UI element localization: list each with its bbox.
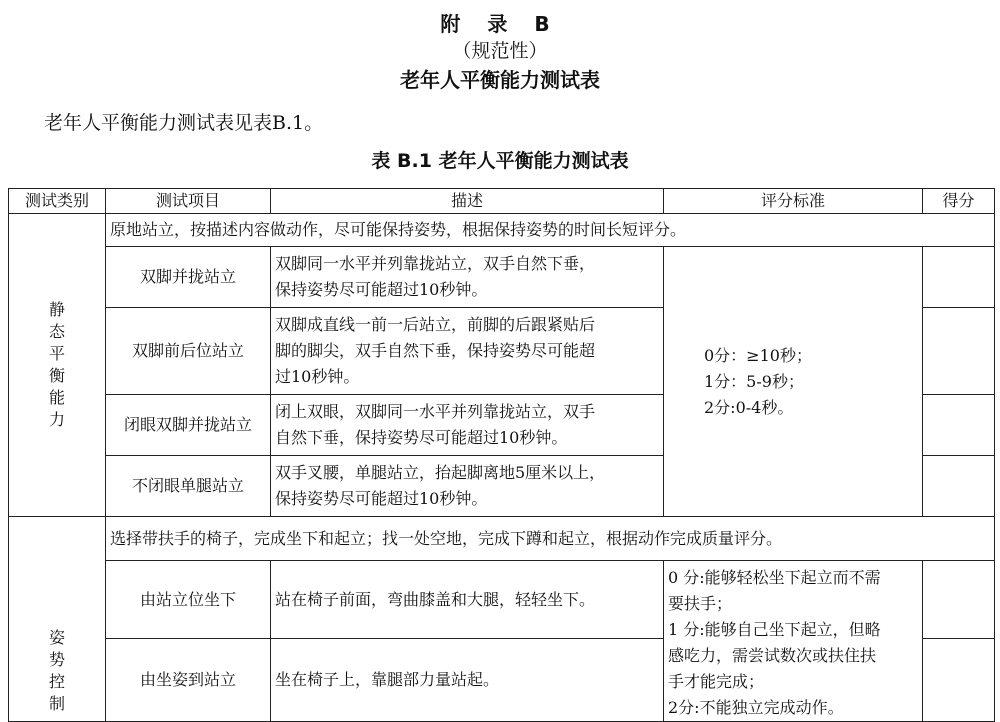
header-score: 得分 [923,189,995,214]
item-name: 双脚并拢站立 [106,247,271,308]
score-criteria: 0分：≥10秒； 1分：5-9秒； 2分:0-4秒。 [664,247,923,517]
intro-text: 老年人平衡能力测试表见表B.1。 [44,112,324,134]
score-cell[interactable] [923,456,995,517]
item-description: 坐在椅子上，靠腿部力量站起。 [271,639,664,722]
score-cell[interactable] [923,247,995,308]
table-row [9,247,995,308]
item-description: 闭上双眼，双脚同一水平并列靠拢站立，双手 自然下垂，保持姿势尽可能超过10秒钟。 [271,395,664,456]
header-criteria: 评分标准 [664,189,923,214]
table-row [9,561,995,639]
item-name: 由坐姿到站立 [106,639,271,722]
appendix-label: 附 录 B [440,12,560,36]
section-instruction: 原地站立，按描述内容做动作，尽可能保持姿势，根据保持姿势的时间长短评分。 [106,214,995,247]
item-description: 双手叉腰，单腿站立，抬起脚离地5厘米以上， 保持姿势尽可能超过10秒钟。 [271,456,664,517]
item-description: 双脚同一水平并列靠拢站立，双手自然下垂， 保持姿势尽可能超过10秒钟。 [271,247,664,308]
score-cell[interactable] [923,561,995,639]
item-description: 站在椅子前面，弯曲膝盖和大腿，轻轻坐下。 [271,561,664,639]
score-cell[interactable] [923,639,995,722]
item-name: 双脚前后位站立 [106,308,271,395]
header-item: 测试项目 [106,189,271,214]
item-name: 由站立位坐下 [106,561,271,639]
score-criteria: 0 分:能够轻松坐下起立而不需 要扶手； 1 分:能够自己坐下起立，但略 感吃力，需尝试数次或扶住扶 手才能完成； 2分:不能独立完成动作。 [664,561,923,722]
balance-test-table [8,188,995,722]
header-category: 测试类别 [9,189,106,214]
item-name: 闭眼双脚并拢站立 [106,395,271,456]
table-caption: 表 B.1 老年人平衡能力测试表 [371,150,629,172]
score-cell[interactable] [923,395,995,456]
normative-label: （规范性） [452,40,548,62]
score-cell[interactable] [923,308,995,395]
category-static-balance: 静 态 平 衡 能 力 [9,214,106,517]
item-description: 双脚成直线一前一后站立，前脚的后跟紧贴后 脚的脚尖，双手自然下垂，保持姿势尽可能超 过10秒钟。 [271,308,664,395]
section-instruction: 选择带扶手的椅子，完成坐下和起立；找一处空地，完成下蹲和起立，根据动作完成质量评分。 [106,517,995,561]
appendix-title: 老年人平衡能力测试表 [400,68,600,92]
category-posture-control: 姿 势 控 制 [9,517,106,722]
header-description: 描述 [271,189,664,214]
table-header-row [9,189,995,214]
item-name: 不闭眼单腿站立 [106,456,271,517]
